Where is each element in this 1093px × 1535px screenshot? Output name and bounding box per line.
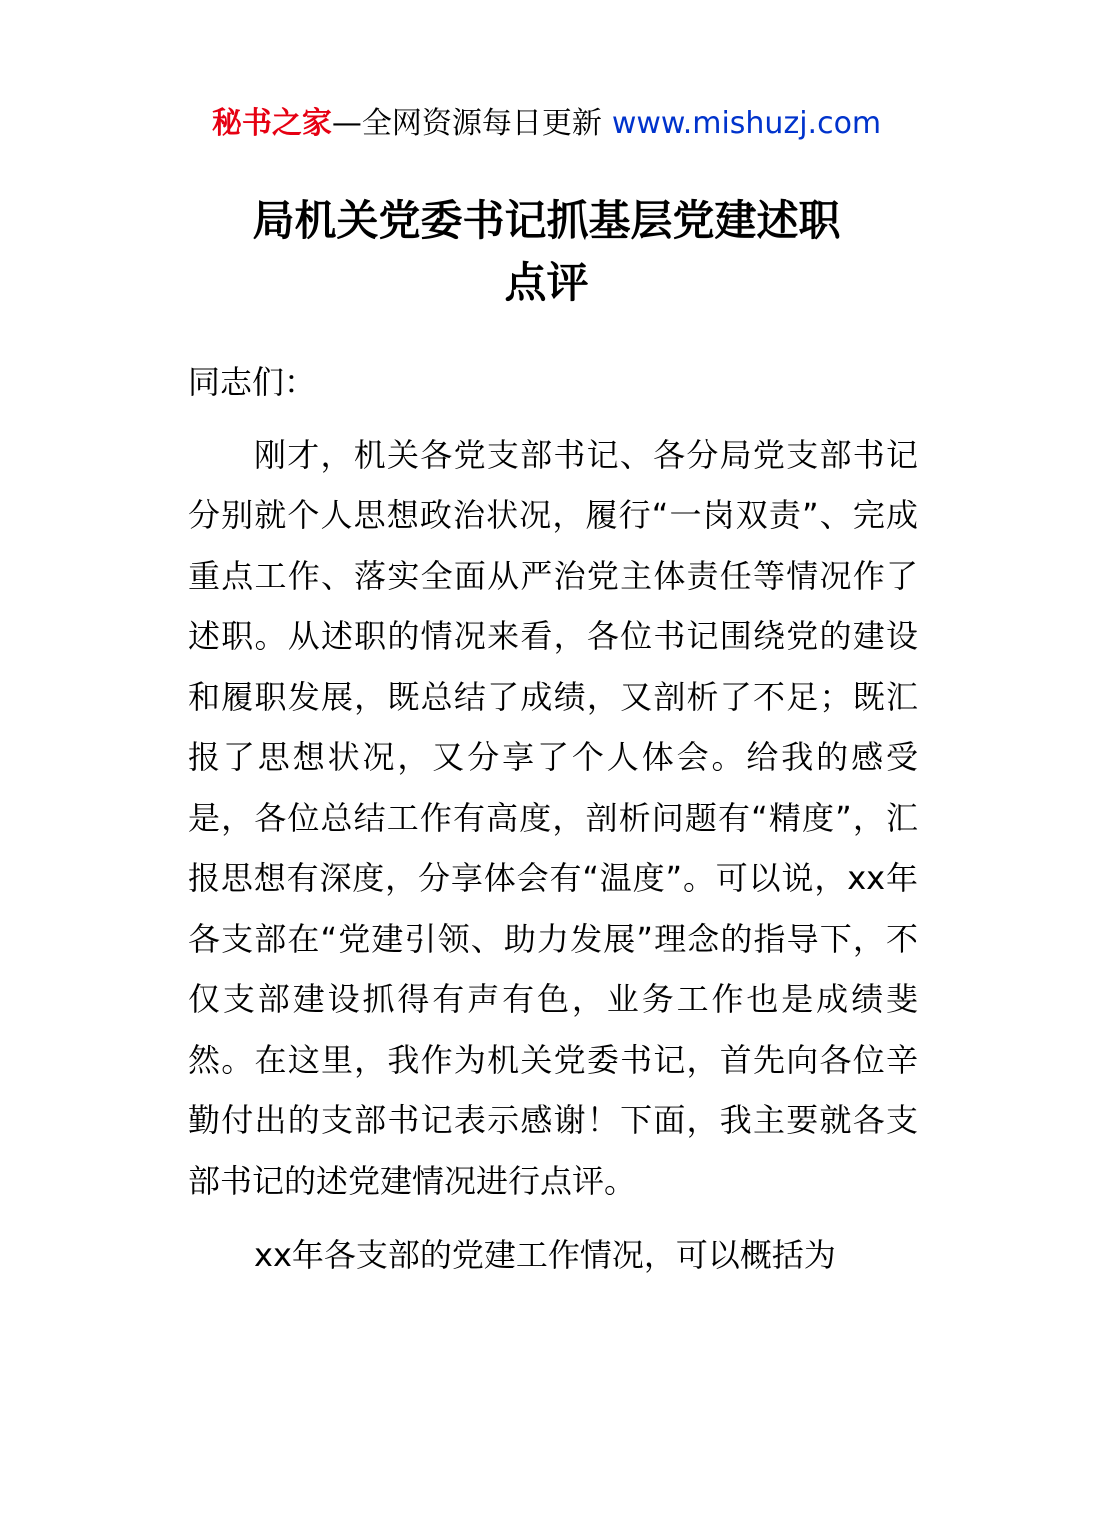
document-title-line-1: 局机关党委书记抓基层党建述职: [252, 196, 841, 245]
document-title: [200, 190, 893, 314]
salutation: 同志们：: [188, 363, 317, 401]
site-url-link[interactable]: www.mishuzj.com: [611, 106, 882, 141]
site-tagline: —全网资源每日更新: [331, 106, 602, 141]
document-body: [188, 352, 918, 1286]
site-header: [0, 102, 1093, 146]
body-paragraph-2: xx年各支部的党建工作情况，可以概括为: [254, 1236, 836, 1274]
document-title-line-2: 点评: [504, 258, 589, 307]
body-paragraph-1: 刚才，机关各党支部书记、各分局党支部书记分别就个人思想政治状况，履行“一岗双责”、完成重点工作、落实全面从严治党主体责任等情况作了述职。从述职的情况来看，各位书记围绕党的建设和履职发展，既总结了成绩，又剖析了不足；既汇报了思想状况，又分享了个人体会。给我的感受是，各位总结工作有高度，剖析问题有“精度”，汇报思想有深度，分享体会有“温度”。可以说，xx年各支部在“党建引领、助力发展”理念的指导下，不仅支部建设抓得有声有色，业务工作也是成绩斐然。在这里，我作为机关党委书记，首先向各位辛勤付出的支部书记表示感谢！下面，我主要就各支部书记的述党建情况进行点评。: [188, 435, 918, 1200]
site-brand: 秘书之家: [211, 106, 332, 141]
